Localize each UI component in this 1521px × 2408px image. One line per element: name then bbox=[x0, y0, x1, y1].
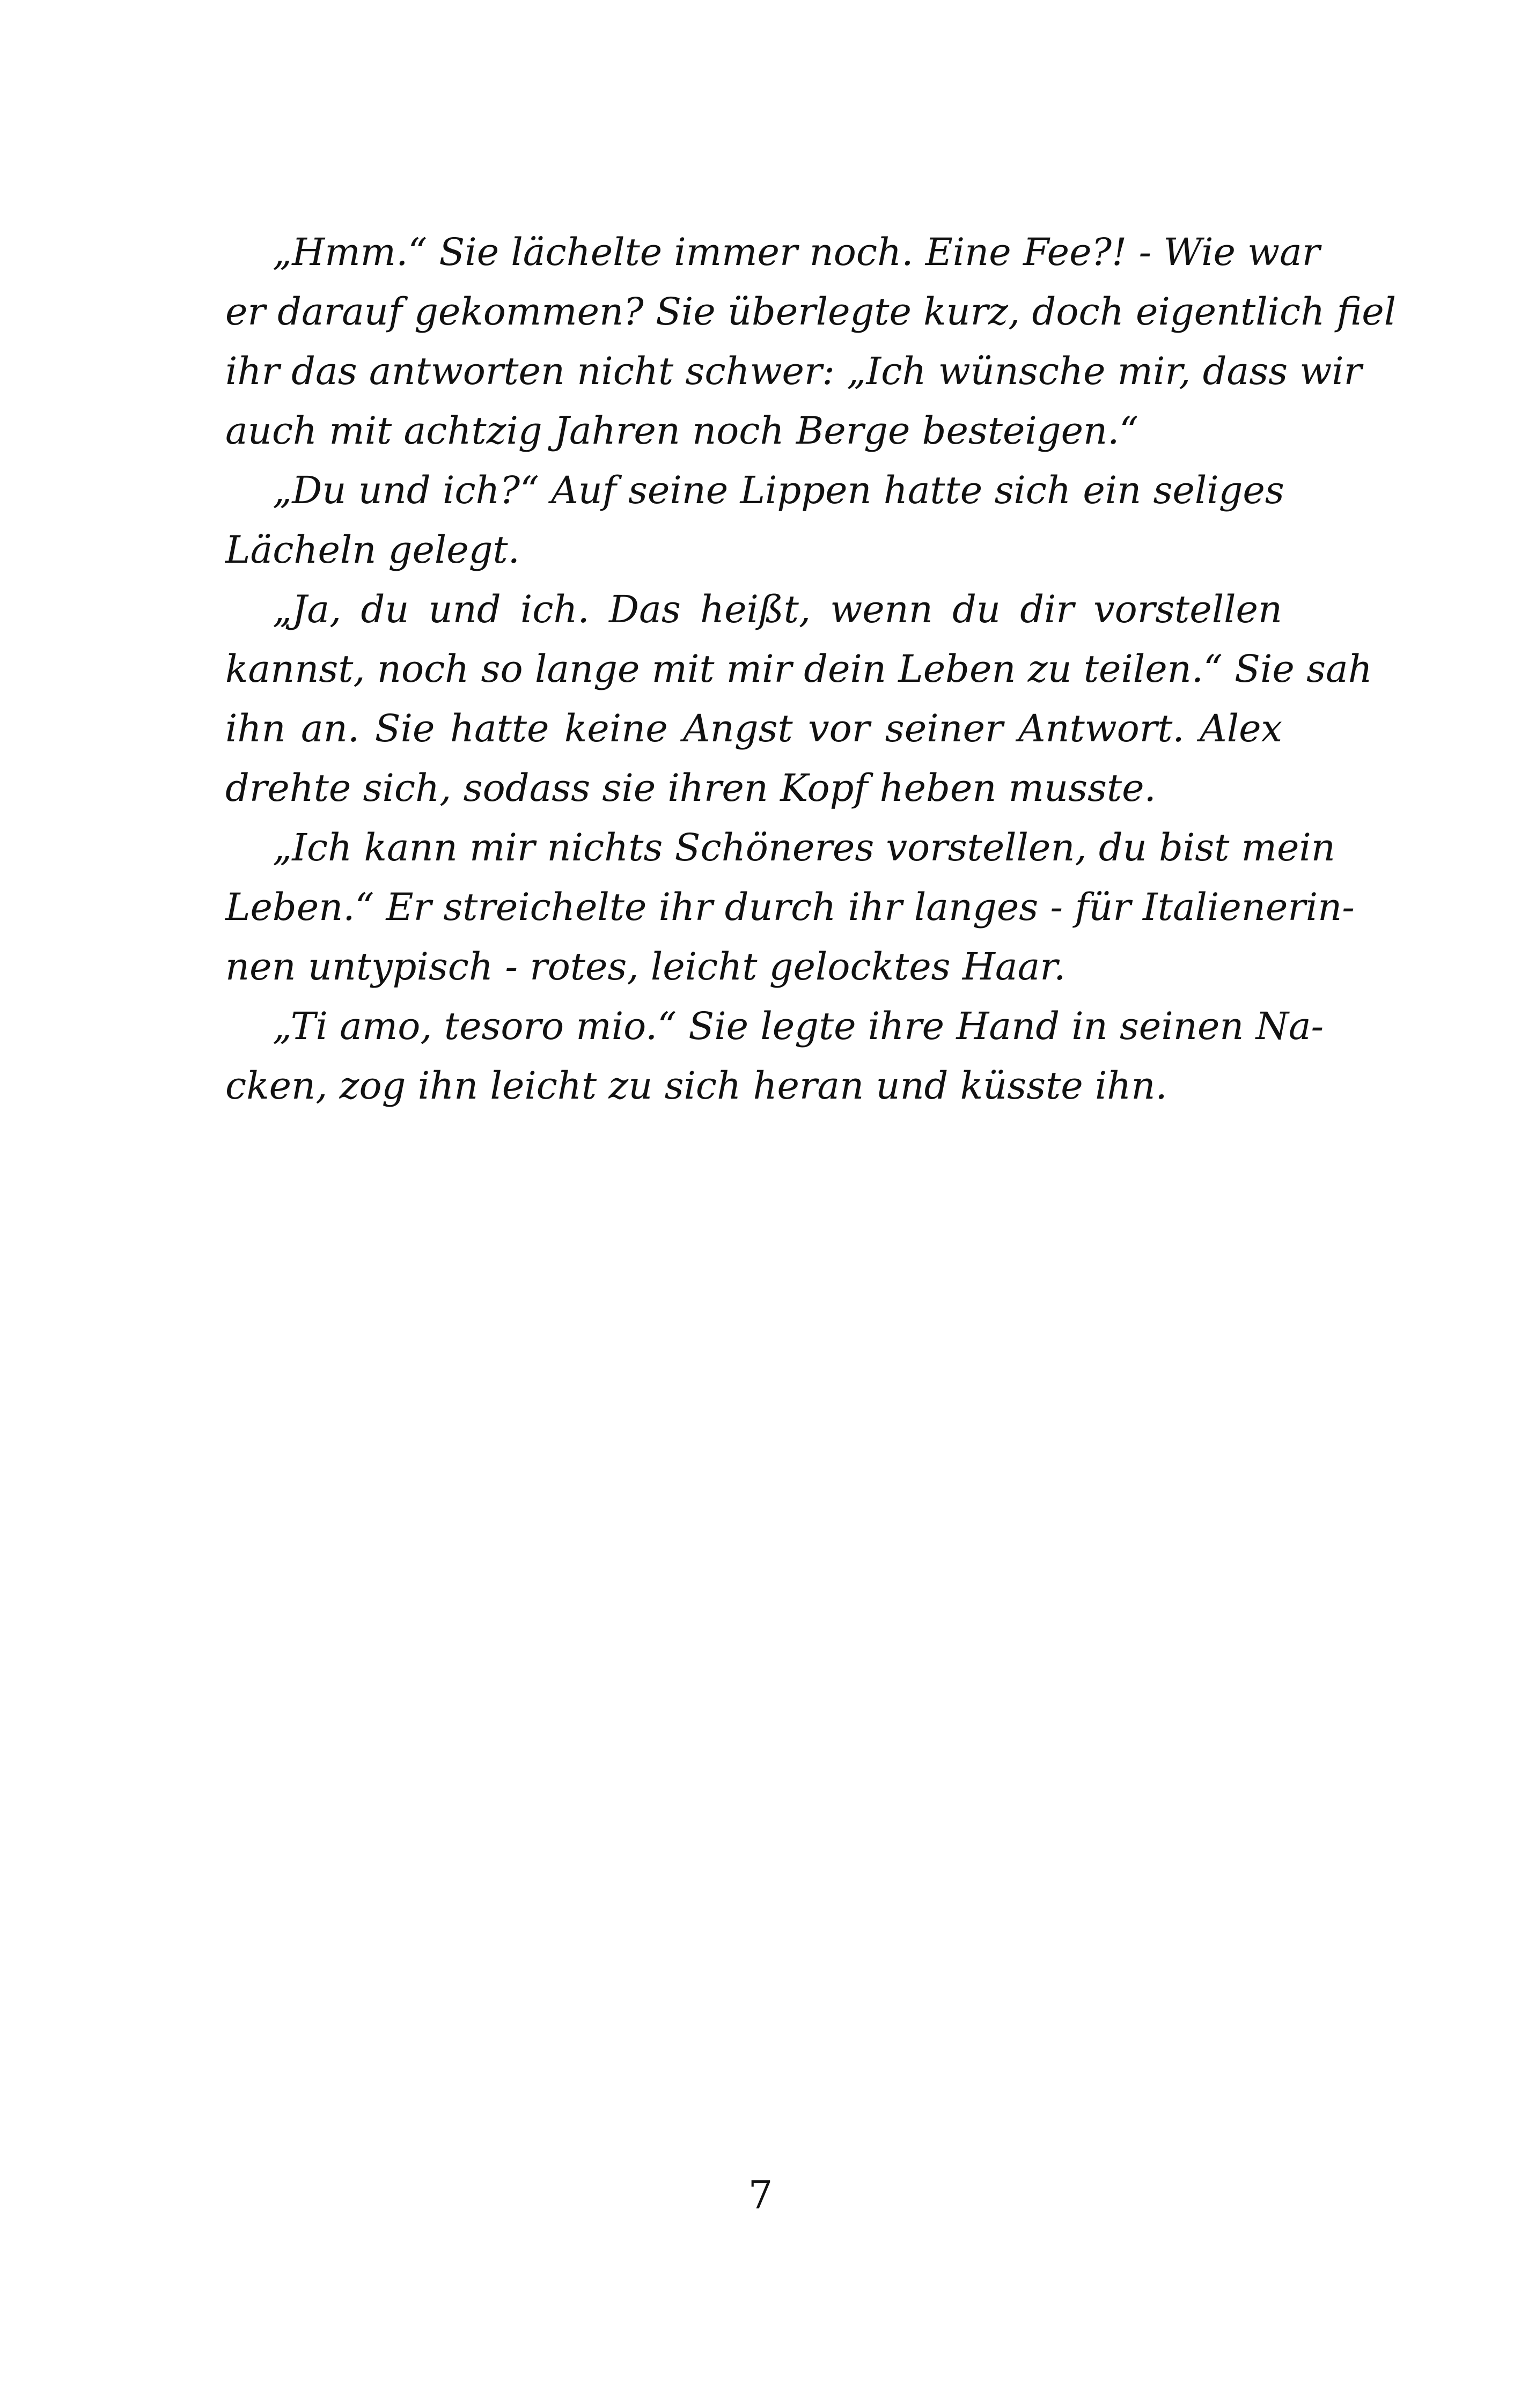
text-line: „Ti amo, tesoro mio.“ Sie legte ihre Hand in seinen Na- bbox=[273, 1004, 1324, 1048]
text-line: drehte sich, sodass sie ihren Kopf heben musste. bbox=[225, 766, 1156, 810]
text-line: ihn an. Sie hatte keine Angst vor seiner Antwort. Alex bbox=[225, 706, 1282, 750]
text-line: auch mit achtzig Jahren noch Berge besteigen.“ bbox=[225, 409, 1139, 453]
text-line: nen untypisch - rotes, leicht gelocktes Haar. bbox=[225, 945, 1066, 989]
text-line: Leben.“ Er streichelte ihr durch ihr langes - für Italienerin- bbox=[225, 885, 1355, 929]
text-line: „Ich kann mir nichts Schöneres vorstellen, du bist mein bbox=[273, 826, 1335, 870]
body-text bbox=[225, 223, 1397, 1116]
text-line: „Hmm.“ Sie lächelte immer noch. Eine Fee?! - Wie war bbox=[273, 230, 1320, 274]
page-number: 7 bbox=[748, 2173, 773, 2218]
text-line: „Ja, du und ich. Das heißt, wenn du dir vorstellen bbox=[273, 587, 1282, 631]
text-line: Lächeln gelegt. bbox=[225, 528, 520, 572]
text-line: kannst, noch so lange mit mir dein Leben zu teilen.“ Sie sah bbox=[225, 647, 1372, 691]
text-line: cken, zog ihn leicht zu sich heran und küsste ihn. bbox=[225, 1064, 1167, 1108]
text-line: ihr das antworten nicht schwer: „Ich wünsche mir, dass wir bbox=[225, 349, 1362, 393]
text-line: er darauf gekommen? Sie überlegte kurz, doch eigentlich fiel bbox=[225, 290, 1397, 334]
text-line: „Du und ich?“ Auf seine Lippen hatte sich ein seliges bbox=[273, 468, 1284, 512]
